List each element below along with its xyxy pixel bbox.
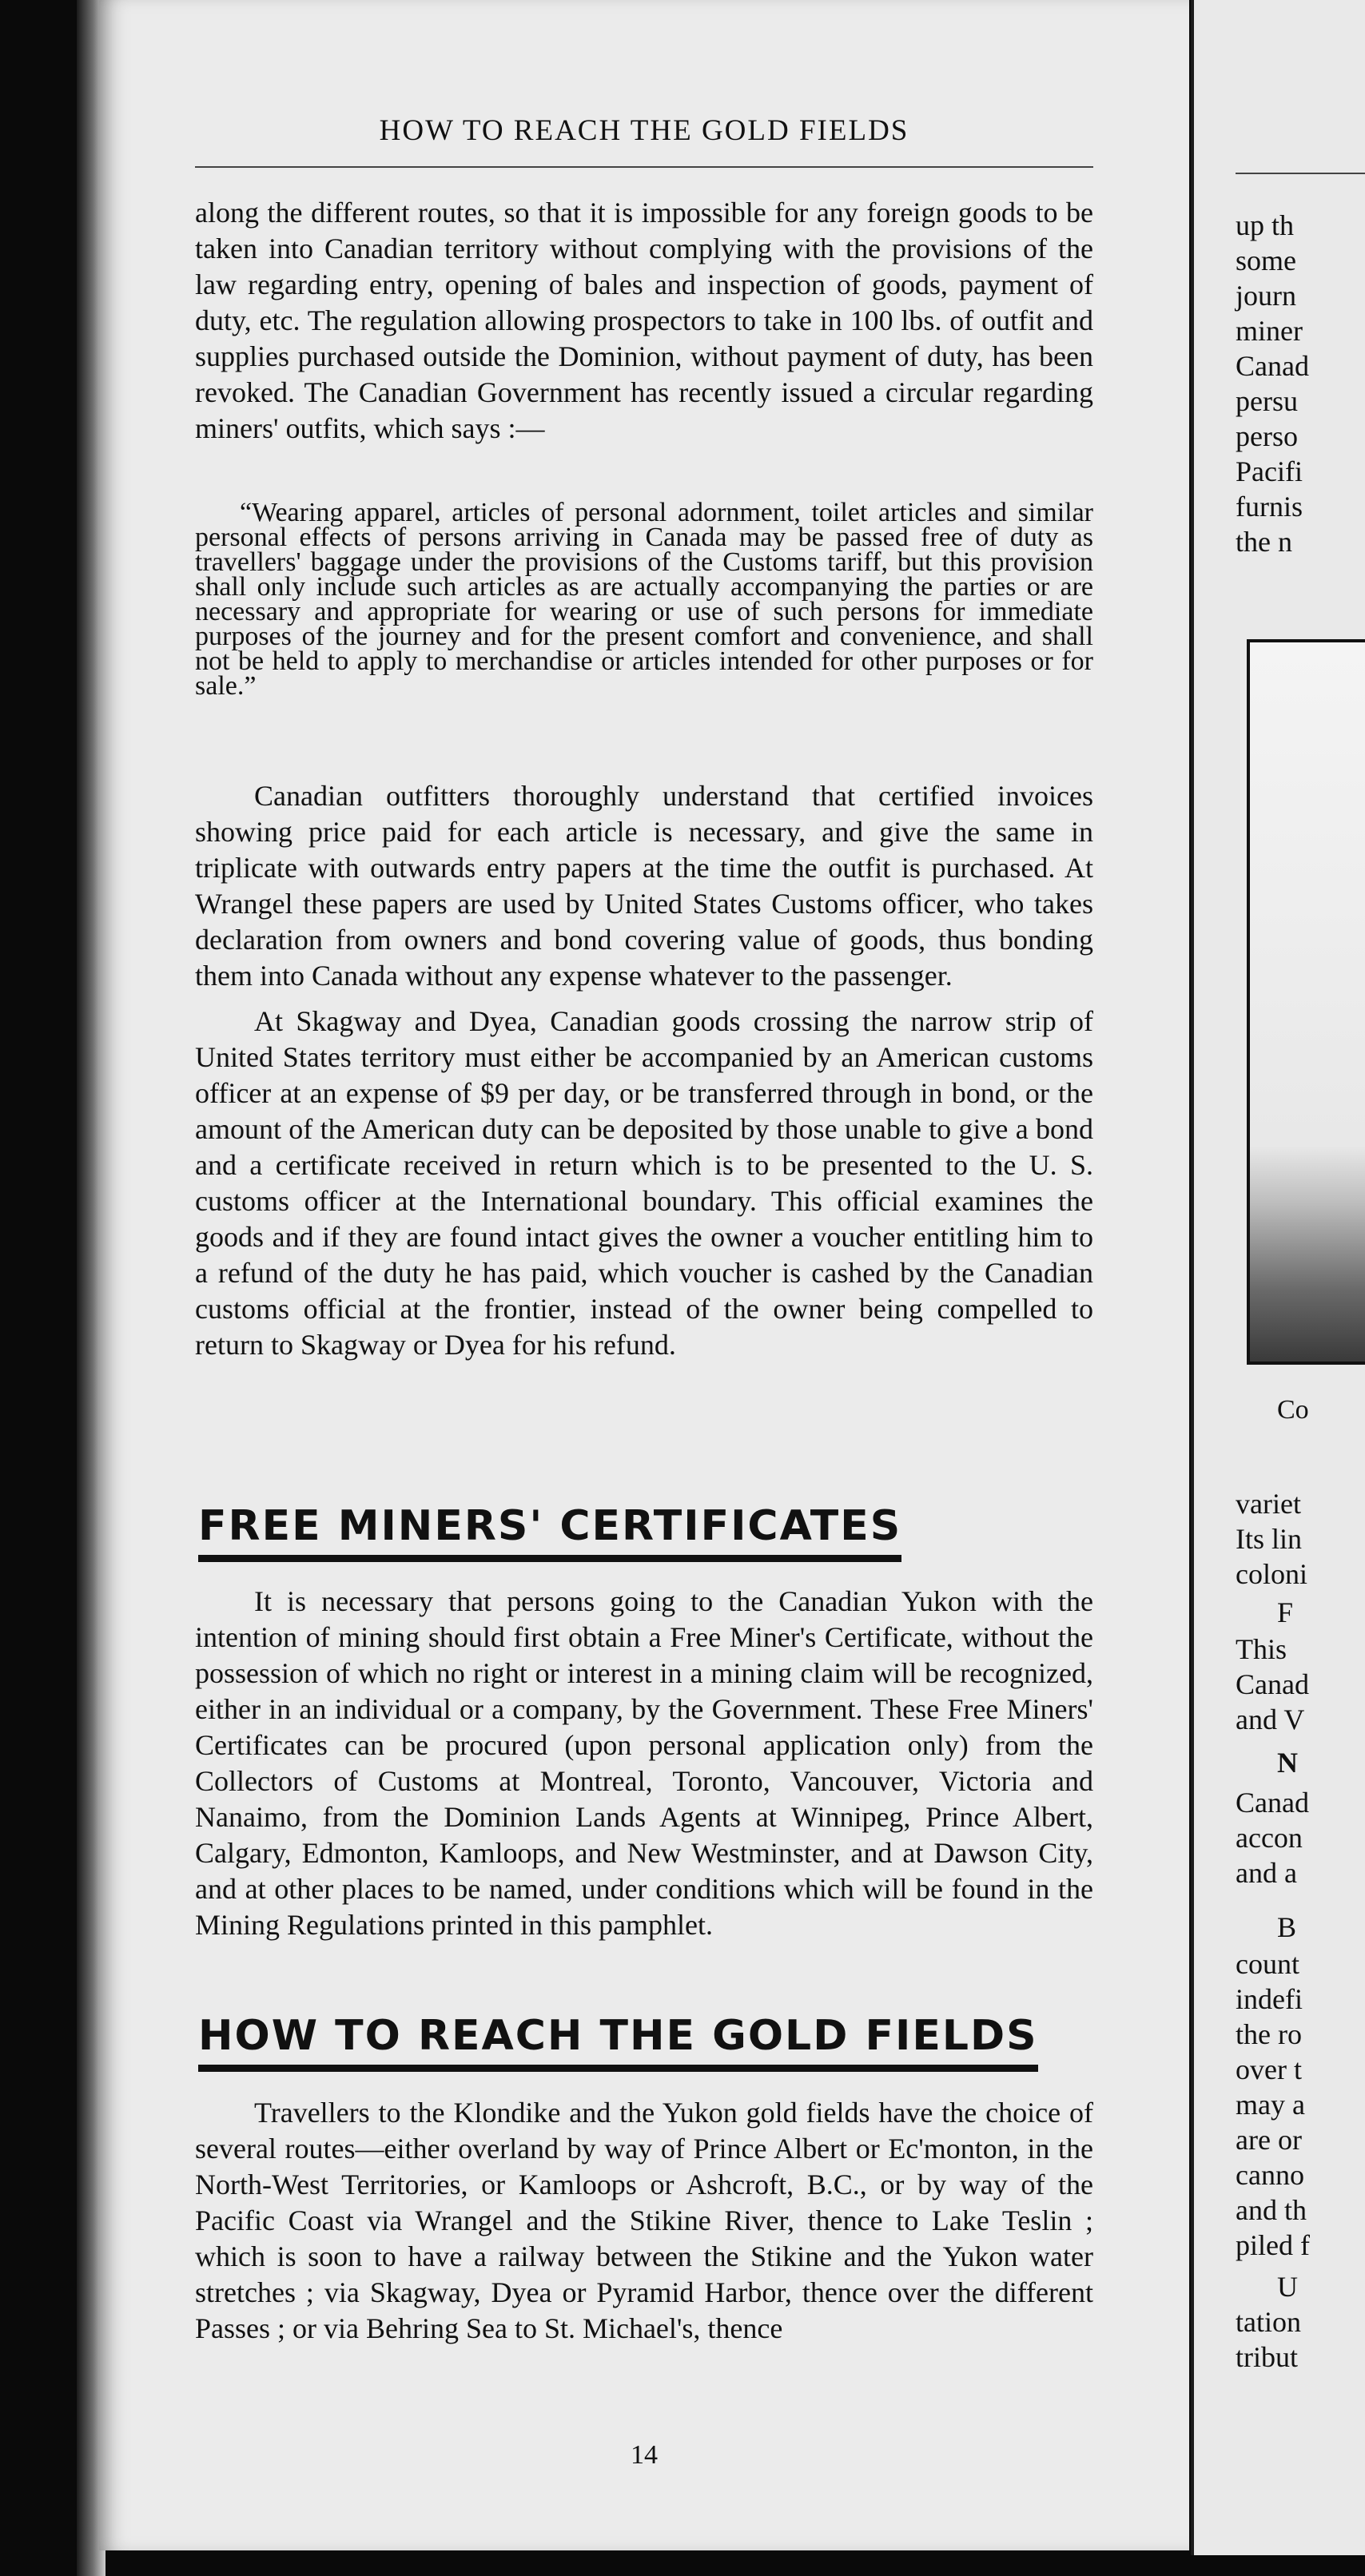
- right-line: and V: [1236, 1703, 1305, 1735]
- right-line: are or: [1236, 2124, 1302, 2156]
- right-line: Pacifi: [1236, 455, 1303, 487]
- right-line: This: [1236, 1633, 1287, 1665]
- section-title-free-miners: FREE MINERS' CERTIFICATES: [198, 1502, 901, 1562]
- right-line: and a: [1236, 1857, 1297, 1889]
- right-line: may a: [1236, 2089, 1305, 2121]
- right-line: perso: [1236, 420, 1298, 452]
- right-line: tation: [1236, 2306, 1301, 2338]
- right-line: miner: [1236, 315, 1303, 347]
- right-line: F: [1277, 1596, 1294, 1628]
- section-title-gold-fields: HOW TO REACH THE GOLD FIELDS: [198, 2012, 1038, 2072]
- right-line: furnis: [1236, 491, 1303, 523]
- page-number: 14: [631, 2440, 658, 2470]
- right-line: journ: [1236, 280, 1296, 312]
- right-line: coloni: [1236, 1558, 1307, 1590]
- paragraph-customs: along the different routes, so that it is impossible for any foreign goods to be taken into Canadian territory without complying with the provisions of the law regarding entry, opening of bales and inspection of goods, payment of duty, etc. The regulation allowing prospectors to take in 100 lbs. of outfit and supplies purchased outside the Dominion, without payment of duty, has been revoked. The Canadian Government has recently issued a circular regarding miners' outfits, which says :—: [195, 197, 1093, 444]
- right-page-fragment: [1191, 0, 1365, 2555]
- right-header-rule: [1236, 173, 1365, 174]
- right-line: Its lin: [1236, 1523, 1303, 1555]
- running-head: HOW TO REACH THE GOLD FIELDS: [379, 114, 909, 147]
- body-middle: [195, 778, 1093, 1363]
- right-line: over t: [1236, 2053, 1302, 2085]
- right-line: up th: [1236, 209, 1295, 241]
- right-line: N: [1277, 1747, 1298, 1779]
- right-line: U: [1277, 2271, 1298, 2303]
- right-line: accon: [1236, 1822, 1303, 1854]
- right-line: canno: [1236, 2159, 1304, 2191]
- customs-circular-quote: “Wearing apparel, articles of personal adornment, toilet articles and similar personal effects of persons arriving in Canada may be passed free of duty as travellers' baggage under the provisions of the Customs tariff, but this provision shall only include such articles as are actually accompanying the parties or are necessary and appropriate for wearing or use of such persons for immediate purposes of the journey and for the present comfort and convenience, and shall not be held to apply to merchandise or articles intended for other purposes or for sale.”: [195, 498, 1093, 701]
- right-line: Canad: [1236, 1668, 1309, 1700]
- header-rule: [195, 166, 1093, 168]
- right-line: the ro: [1236, 2018, 1302, 2050]
- right-line: persu: [1236, 385, 1298, 417]
- right-line: count: [1236, 1948, 1299, 1980]
- right-line: and th: [1236, 2194, 1307, 2226]
- photo-fragment: [1247, 639, 1365, 1365]
- paragraph-free-miners: It is necessary that persons going to the Canadian Yukon with the intention of mining should first obtain a Free Miner's Certificate, without the possession of which no right or interest in a mining claim will be recognized, either in an individual or a company, by the Government. These Free Miners' Certificates can be procured (upon personal application only) from the Collectors of Customs at Montreal, Toronto, Vancouver, Victoria and Nanaimo, from the Dominion Lands Agents at Winnipeg, Prince Albert, Calgary, Edmonton, Kamloops, and New Westminster, and at Dawson City, and at other places to be named, under conditions which will be found in the Mining Regulations printed in this pamphlet.: [195, 1585, 1093, 1941]
- left-page: [99, 0, 1189, 2550]
- paragraph-skagway: At Skagway and Dyea, Canadian goods crossing the narrow strip of United States territory must either be accompanied by an American customs officer at an expense of $9 per day, or be transferred through in bond, or the amount of the American duty can be deposited by those unable to give a bond and a certificate received in return which is to be presented to the U. S. customs officer at the International boundary. This official examines the goods and if they are found intact gives the owner a voucher entitling him to a refund of the duty he has paid, which voucher is cashed by the Canadian customs official at the frontier, instead of the owner being compelled to return to Skagway or Dyea for his refund.: [195, 1005, 1093, 1361]
- photo-caption-fragment: Co: [1277, 1395, 1309, 1425]
- right-line: tribut: [1236, 2341, 1298, 2373]
- right-line: some: [1236, 244, 1296, 276]
- quote-block: [195, 498, 1093, 701]
- paragraph-routes: Travellers to the Klondike and the Yukon gold fields have the choice of several routes—either overland by way of Prince Albert or Ec'monton, in the North-West Territories, or Kamloops or Ashcroft, B.C., or by way of the Pacific Coast via Wrangel and the Stikine River, thence to Lake Teslin ; which is soon to have a railway between the Stikine and the Yukon water stretches ; via Skagway, Dyea or Pyramid Harbor, thence over the different Passes ; or via Behring Sea to St. Michael's, thence: [195, 2097, 1093, 2344]
- paragraph-outfitters: Canadian outfitters thoroughly understand that certified invoices showing price paid for each article is necessary, and give the same in triplicate with outwards entry papers at the time the outfit is purchased. At Wrangel these papers are used by United States Customs officer, who takes declaration from owners and bond covering value of goods, thus bonding them into Canada without any expense whatever to the passenger.: [195, 780, 1093, 992]
- right-line: Canad: [1236, 1787, 1309, 1819]
- right-line: indefi: [1236, 1983, 1303, 2015]
- body-gold-fields: [195, 2095, 1093, 2347]
- body-free-miners: [195, 1584, 1093, 1943]
- right-line: variet: [1236, 1488, 1301, 1520]
- right-line: Canad: [1236, 350, 1309, 382]
- right-line: B: [1277, 1911, 1297, 1943]
- right-line: piled f: [1236, 2229, 1310, 2261]
- body-top: [195, 195, 1093, 447]
- right-line: the n: [1236, 526, 1292, 558]
